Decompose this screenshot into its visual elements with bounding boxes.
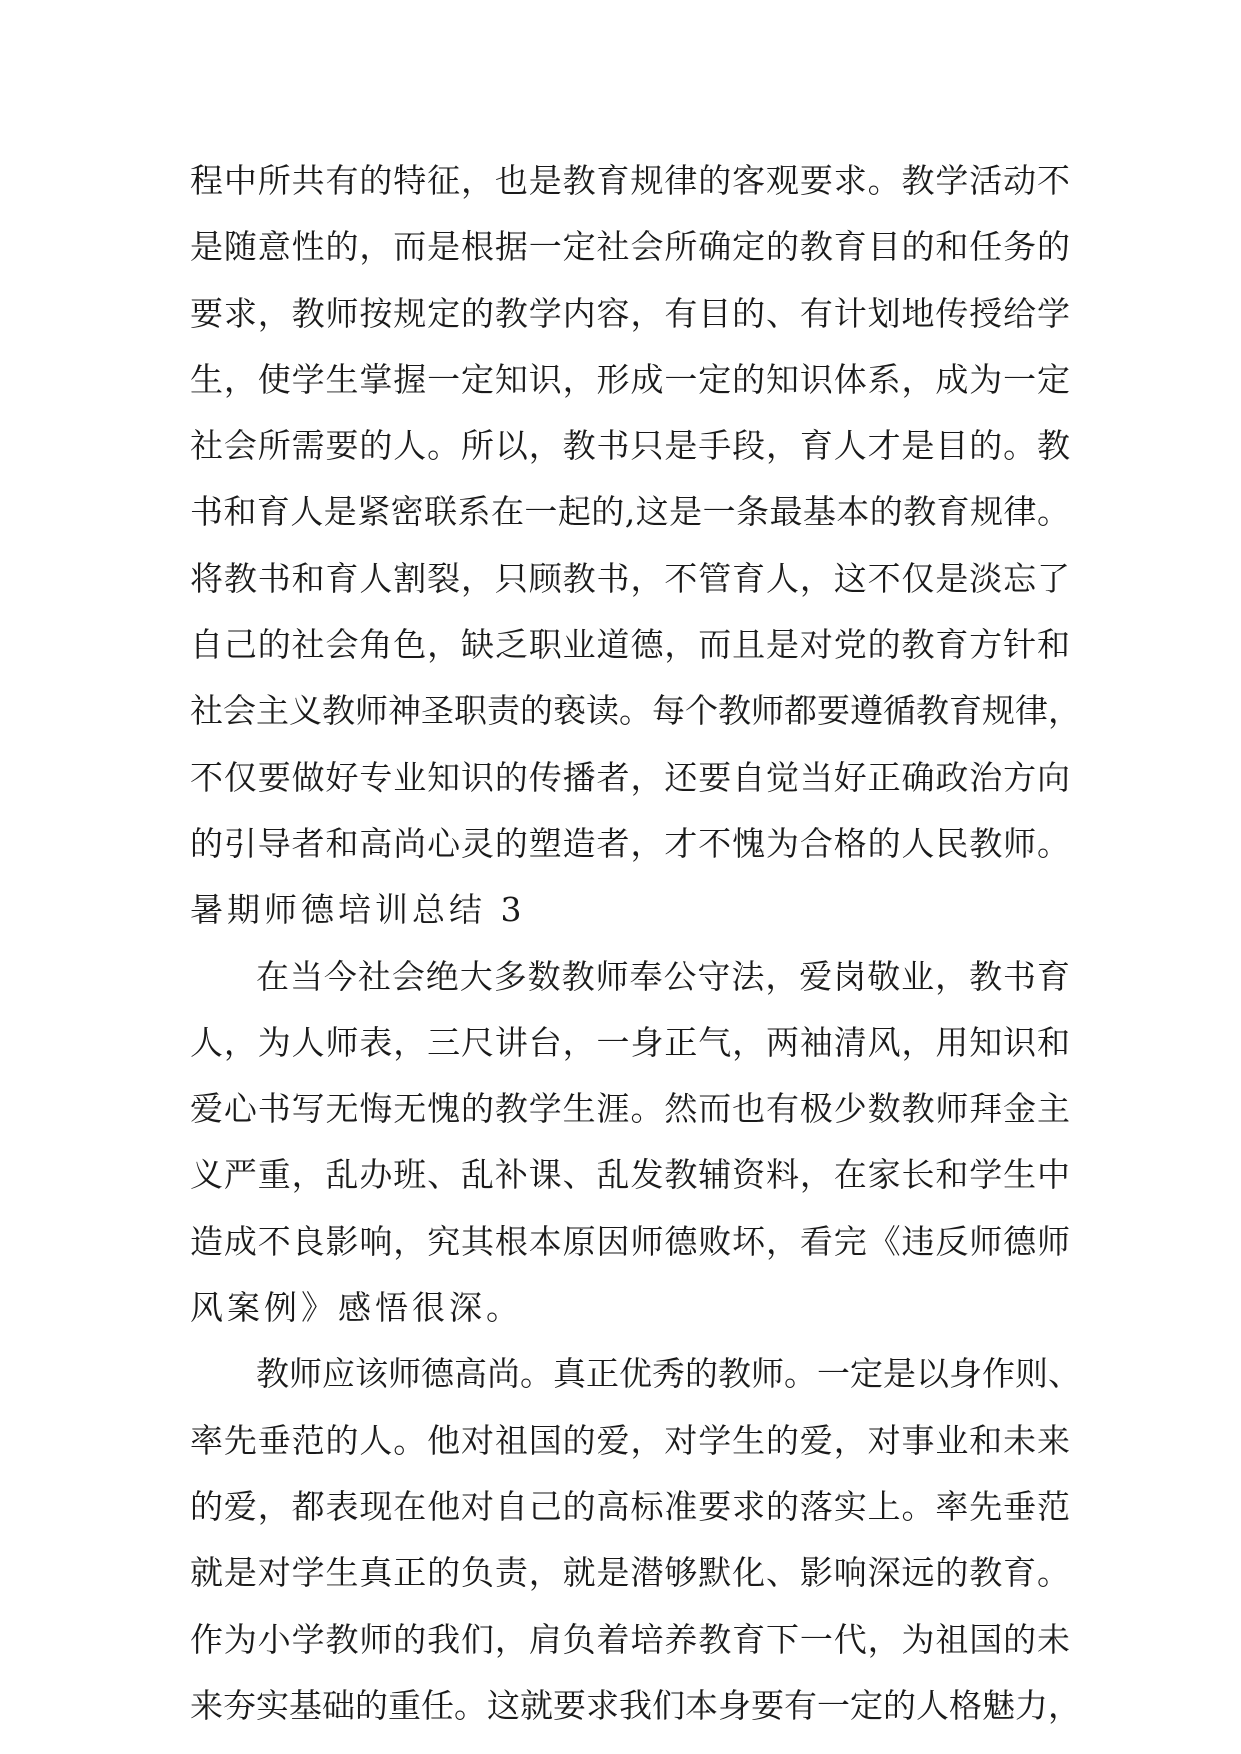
text-line: 的引导者和高尚心灵的塑造者，才不愧为合格的人民教师。 [190,823,1070,863]
text-line: 书和育人是紧密联系在一起的,这是一条最基本的教育规律。 [190,492,1070,532]
text-line: 社会主义教师神圣职责的亵读。每个教师都要遵循教育规律， [190,691,1081,731]
text-line: 爱心书写无悔无愧的教学生涯。然而也有极少数教师拜金主 [190,1089,1070,1129]
text-line: 是随意性的，而是根据一定社会所确定的教育目的和任务的 [190,227,1070,267]
text-line: 将教书和育人割裂，只顾教书，不管育人，这不仅是淡忘了 [190,558,1070,598]
paragraph-last-line: 风案例》感悟很深。 [190,1288,523,1328]
text-line: 率先垂范的人。他对祖国的爱，对学生的爱，对事业和未来 [190,1420,1070,1460]
section-heading: 暑期师德培训总结 3 [190,890,526,930]
text-line: 人，为人师表，三尺讲台，一身正气，两袖清风，用知识和 [190,1022,1070,1062]
body-text [190,148,1081,1739]
text-line: 自己的社会角色，缺乏职业道德，而且是对党的教育方针和 [190,625,1070,665]
paragraph-first-line: 在当今社会绝大多数教师奉公守法，爱岗敬业，教书育 [256,956,1070,996]
text-line: 作为小学教师的我们，肩负着培养教育下一代，为祖国的未 [190,1619,1070,1659]
text-line: 就是对学生真正的负责，就是潜够默化、影响深远的教育。 [190,1553,1070,1593]
text-line: 不仅要做好专业知识的传播者，还要自觉当好正确政治方向 [190,757,1070,797]
paragraph-first-line: 教师应该师德高尚。真正优秀的教师。一定是以身作则、 [256,1354,1081,1394]
text-line: 程中所共有的特征，也是教育规律的客观要求。教学活动不 [190,161,1070,200]
text-line: 社会所需要的人。所以，教书只是手段，育人才是目的。教 [190,426,1070,466]
text-line: 生，使学生掌握一定知识，形成一定的知识体系，成为一定 [190,359,1070,399]
text-line: 来夯实基础的重任。这就要求我们本身要有一定的人格魅力， [190,1685,1081,1725]
text-line: 义严重，乱办班、乱补课、乱发教辅资料，在家长和学生中 [190,1155,1070,1195]
text-line: 造成不良影响，究其根本原因师德败坏，看完《违反师德师 [190,1221,1070,1261]
text-line: 的爱，都表现在他对自己的高标准要求的落实上。率先垂范 [190,1486,1070,1526]
text-line: 要求，教师按规定的教学内容，有目的、有计划地传授给学 [190,293,1070,333]
